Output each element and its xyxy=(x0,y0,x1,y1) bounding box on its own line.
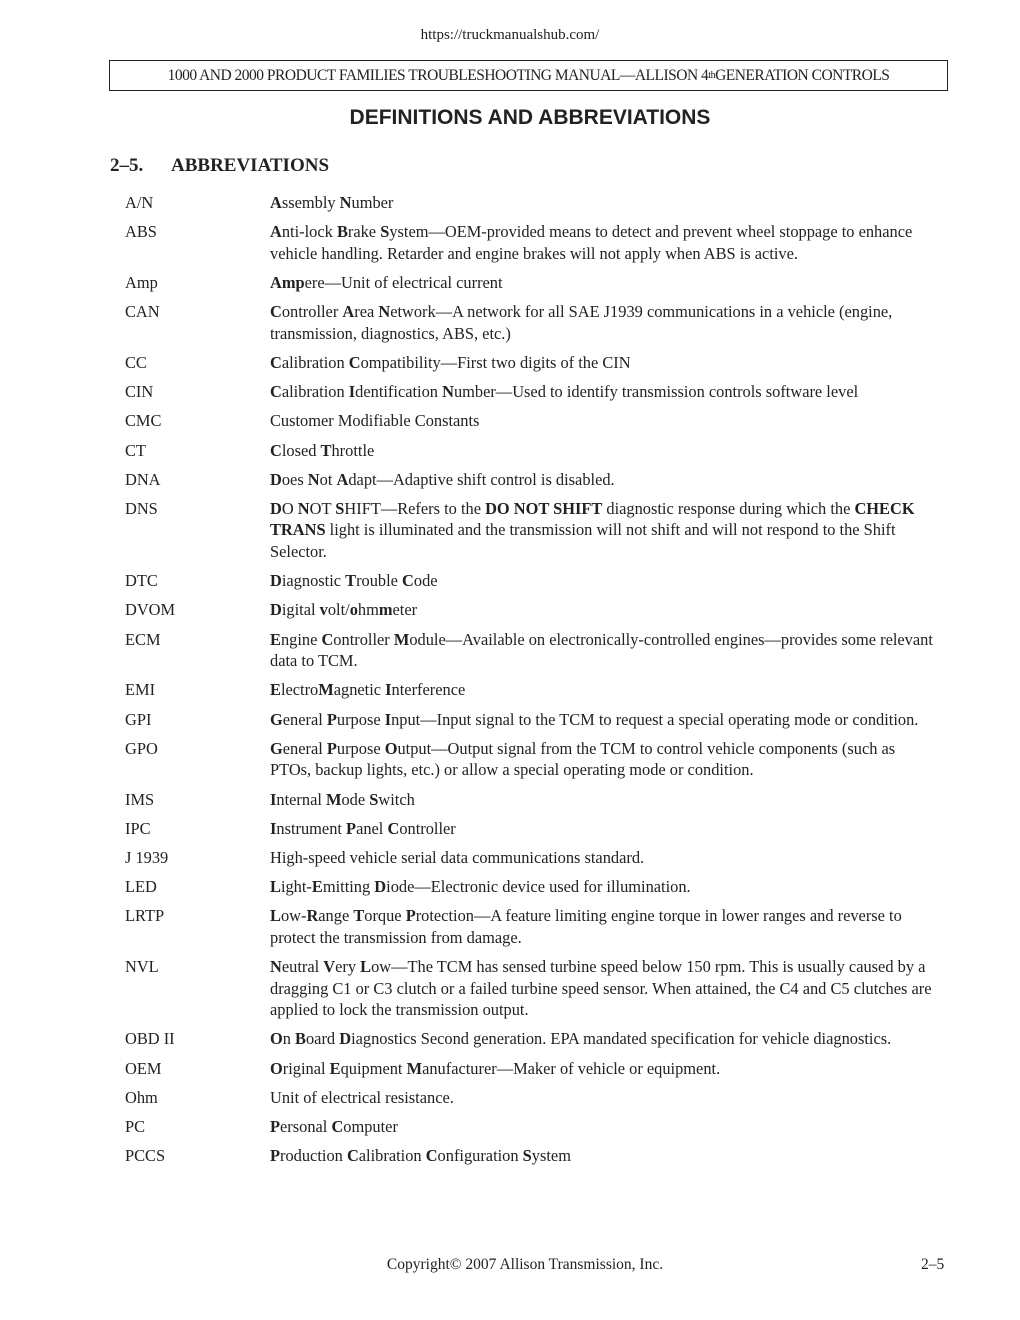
abbreviation-term: DVOM xyxy=(125,600,176,620)
abbreviation-term: PCCS xyxy=(125,1146,166,1166)
abbreviation-definition: Customer Modifiable Constants xyxy=(270,411,480,431)
section-number: 2–5. xyxy=(110,155,144,176)
abbreviation-term: CAN xyxy=(125,302,160,322)
abbreviation-entry xyxy=(125,1116,935,1138)
abbreviation-entry xyxy=(125,352,935,374)
abbreviation-entry xyxy=(125,381,935,403)
abbreviation-definition: ElectroMagnetic Interference xyxy=(270,680,466,700)
abbreviation-term: J 1939 xyxy=(125,847,169,867)
abbreviation-term: PC xyxy=(125,1117,146,1137)
abbreviation-definition: Closed Throttle xyxy=(270,440,375,460)
abbreviation-definition: General Purpose Output—Output signal from the TCM to control vehicle components (such as PTOs, backup lights, etc.) or allow a special operating mode or condition. xyxy=(270,738,896,780)
abbreviation-entry xyxy=(125,192,935,214)
abbreviation-entry xyxy=(125,847,935,869)
abbreviation-entry xyxy=(125,221,935,264)
abbreviation-entry xyxy=(125,629,935,672)
abbreviation-term: DNS xyxy=(125,498,158,518)
abbreviation-definition: Personal Computer xyxy=(270,1117,398,1137)
abbreviation-entry xyxy=(125,599,935,621)
abbreviations-list xyxy=(125,192,935,1174)
abbreviation-term: Amp xyxy=(125,272,158,292)
abbreviation-entry xyxy=(125,818,935,840)
section-title: ABBREVIATIONS xyxy=(171,155,330,176)
header-text-before: 1000 AND 2000 PRODUCT FAMILIES TROUBLESHOOTING MANUAL—ALLISON 4 xyxy=(167,66,709,84)
abbreviation-term: ABS xyxy=(125,222,157,242)
abbreviation-definition: Engine Controller Module—Available on electronically-controlled engines—provides some relevant data to TCM. xyxy=(270,629,933,671)
abbreviation-definition: Light-Emitting Diode—Electronic device used for illumination. xyxy=(270,877,691,897)
abbreviation-definition: Unit of electrical resistance. xyxy=(270,1087,454,1107)
abbreviation-definition: Digital volt/ohmmeter xyxy=(270,600,418,620)
abbreviation-entry xyxy=(125,469,935,491)
abbreviation-entry xyxy=(125,570,935,592)
abbreviation-term: DTC xyxy=(125,571,158,591)
abbreviation-entry xyxy=(125,876,935,898)
abbreviation-term: LRTP xyxy=(125,906,165,926)
abbreviation-entry xyxy=(125,1028,935,1050)
abbreviation-definition: On Board Diagnostics Second generation. EPA mandated specification for vehicle diagnostics. xyxy=(270,1029,892,1049)
abbreviation-entry xyxy=(125,498,935,563)
abbreviation-definition: Calibration Identification Number—Used to identify transmission controls software level xyxy=(270,382,859,402)
abbreviation-definition: High-speed vehicle serial data communications standard. xyxy=(270,847,645,867)
abbreviation-entry xyxy=(125,679,935,701)
abbreviation-entry xyxy=(125,272,935,294)
abbreviation-term: OEM xyxy=(125,1058,162,1078)
abbreviation-term: GPI xyxy=(125,709,152,729)
abbreviation-entry xyxy=(125,1087,935,1109)
abbreviation-entry xyxy=(125,440,935,462)
abbreviation-entry xyxy=(125,410,935,432)
abbreviation-term: DNA xyxy=(125,469,161,489)
header-text-after: GENERATION CONTROLS xyxy=(715,66,890,84)
abbreviation-definition: Instrument Panel Controller xyxy=(270,818,456,838)
abbreviation-entry xyxy=(125,1145,935,1167)
page-title: DEFINITIONS AND ABBREVIATIONS xyxy=(349,106,711,129)
abbreviation-entry xyxy=(125,1058,935,1080)
abbreviation-term: CC xyxy=(125,352,147,372)
abbreviation-definition: Internal Mode Switch xyxy=(270,789,415,809)
abbreviation-entry xyxy=(125,738,935,781)
abbreviation-entry xyxy=(125,905,935,948)
section-heading xyxy=(110,155,329,177)
abbreviation-definition: Does Not Adapt—Adaptive shift control is disabled. xyxy=(270,469,615,489)
abbreviation-term: A/N xyxy=(125,193,154,212)
abbreviation-term: Ohm xyxy=(125,1087,158,1107)
abbreviation-definition: Calibration Compatibility—First two digits of the CIN xyxy=(270,352,631,372)
abbreviation-term: CIN xyxy=(125,382,154,402)
abbreviation-term: LED xyxy=(125,877,157,897)
abbreviation-definition: Diagnostic Trouble Code xyxy=(270,571,438,591)
abbreviation-definition: General Purpose Input—Input signal to the TCM to request a special operating mode or condition. xyxy=(270,709,919,729)
abbreviation-definition: Neutral Very Low—The TCM has sensed turbine speed below 150 rpm. This is usually caused by a dragging C1 or C3 clutch or a failed turbine speed sensor. When attained, the C4 and C5 clutches are applied to lock the transmission output. xyxy=(270,957,932,1020)
abbreviation-definition: Low-Range Torque Protection—A feature limiting engine torque in lower ranges and reverse to protect the transmission from damage. xyxy=(270,906,902,947)
abbreviation-term: CT xyxy=(125,440,146,460)
source-url: https://truckmanualshub.com/ xyxy=(420,27,600,43)
abbreviation-term: ECM xyxy=(125,629,161,649)
abbreviation-definition: Original Equipment Manufacturer—Maker of vehicle or equipment. xyxy=(270,1058,721,1078)
abbreviation-entry xyxy=(125,789,935,811)
abbreviation-term: IPC xyxy=(125,818,151,838)
abbreviation-term: OBD II xyxy=(125,1029,175,1049)
abbreviation-term: GPO xyxy=(125,738,158,758)
footer-copyright: Copyright© 2007 Allison Transmission, Inc. xyxy=(386,1256,664,1273)
abbreviation-entry xyxy=(125,956,935,1021)
footer-page-number: 2–5 xyxy=(921,1256,945,1273)
abbreviation-entry xyxy=(125,301,935,344)
abbreviation-definition: Assembly Number xyxy=(270,193,394,212)
abbreviation-term: IMS xyxy=(125,789,155,809)
manual-header: 1000 AND 2000 PRODUCT FAMILIES TROUBLESHOOTING MANUAL—ALLISON 4 th GENERATION CONTROLS xyxy=(109,60,948,91)
abbreviation-definition: Anti-lock Brake System—OEM-provided means to detect and prevent wheel stoppage to enhance vehicle handling. Retarder and engine brakes will not apply when ABS is active. xyxy=(270,222,913,263)
abbreviation-term: EMI xyxy=(125,680,156,700)
abbreviation-definition: Controller Area Network—A network for all SAE J1939 communications in a vehicle (engine, transmission, diagnostics, ABS, etc.) xyxy=(270,302,893,343)
abbreviation-definition: Production Calibration Configuration System xyxy=(270,1146,571,1166)
abbreviation-term: CMC xyxy=(125,411,162,431)
abbreviation-definition: DO NOT SHIFT—Refers to the DO NOT SHIFT diagnostic response during which the CHECK TRANS light is illuminated and the transmission will not shift and will not respond to the Shift Selector. xyxy=(270,498,915,562)
abbreviation-entry xyxy=(125,709,935,731)
abbreviation-definition: Ampere—Unit of electrical current xyxy=(270,272,503,292)
abbreviation-term: NVL xyxy=(125,957,159,977)
